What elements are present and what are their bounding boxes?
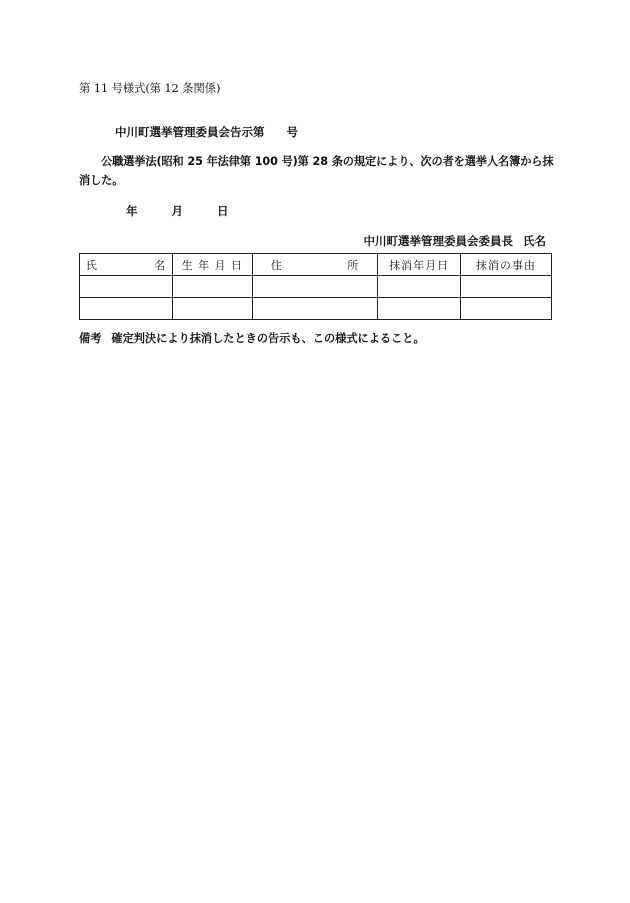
- table-cell: [252, 276, 378, 298]
- header-removal-date: 抹消年月日: [378, 254, 460, 276]
- chairperson-line: [364, 233, 547, 249]
- table-cell: [80, 276, 173, 298]
- notice-title: [115, 124, 298, 140]
- table-cell: [252, 298, 378, 320]
- table-header-row: [80, 254, 552, 276]
- table-row: [80, 276, 552, 298]
- chairperson-name-label: 氏名: [523, 234, 546, 248]
- header-birthdate: 生 年 月 日: [173, 254, 252, 276]
- remarks: [79, 330, 425, 346]
- notice-number-suffix: 号: [286, 125, 298, 139]
- table-cell: [378, 298, 460, 320]
- remarks-label: 備考: [79, 332, 102, 345]
- date-year-label: 年: [126, 204, 138, 218]
- notice-title-text: 中川町選挙管理委員会告示第: [115, 125, 265, 139]
- table-row: [80, 298, 552, 320]
- table-cell: [460, 298, 551, 320]
- header-address: 住 所: [252, 254, 378, 276]
- chairperson-title: 中川町選挙管理委員会委員長: [363, 234, 513, 248]
- date-day-label: 日: [217, 204, 229, 218]
- removal-registry-table: [79, 253, 552, 320]
- header-name: 氏 名: [80, 254, 173, 276]
- remarks-text: 確定判決により抹消したときの告示も、この様式によること。: [111, 332, 425, 345]
- header-removal-reason: 抹消の事由: [460, 254, 551, 276]
- table-cell: [460, 276, 551, 298]
- form-number: 第 11 号様式(第 12 条関係): [79, 81, 221, 95]
- table-cell: [378, 276, 460, 298]
- date-month-label: 月: [171, 204, 183, 218]
- notice-body-text: 公職選挙法(昭和 25 年法律第 100 号)第 28 条の規定により、次の者を選挙人名簿から抹消した。: [79, 155, 554, 187]
- table-cell: [173, 298, 252, 320]
- table-cell: [80, 298, 173, 320]
- table-cell: [173, 276, 252, 298]
- date-line: [126, 203, 229, 219]
